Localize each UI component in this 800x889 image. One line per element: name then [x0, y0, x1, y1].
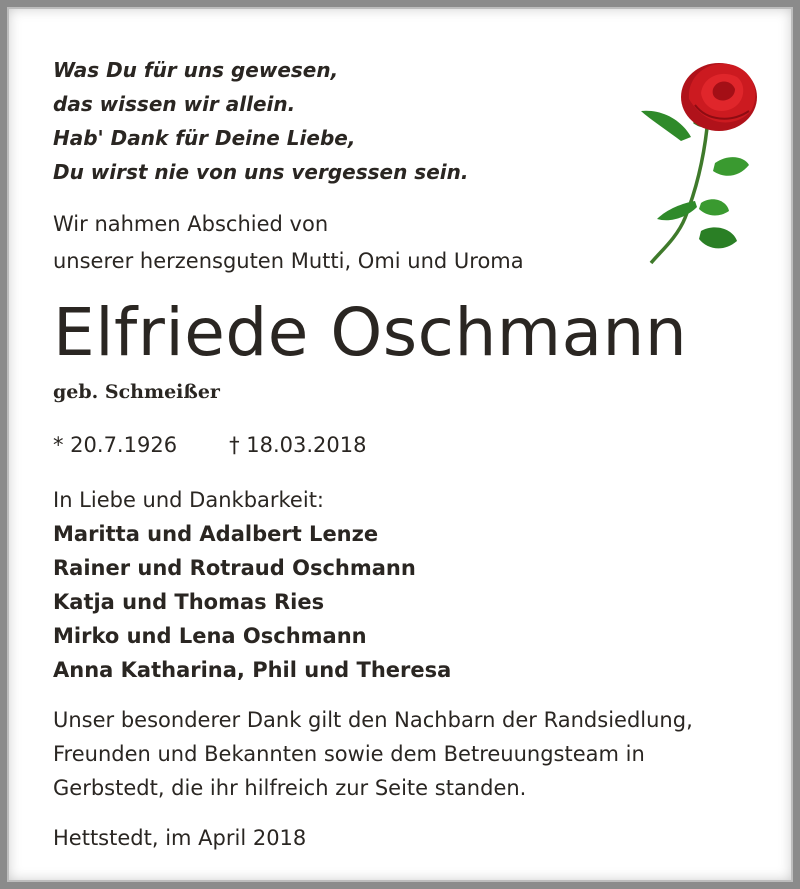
birth-name: geb. Schmeißer — [53, 381, 220, 403]
poem-line: Du wirst nie von uns vergessen sein. — [53, 160, 469, 184]
memorial-poem — [53, 53, 468, 189]
mourner-name: Mirko und Lena Oschmann — [53, 624, 367, 648]
mourner-name: Anna Katharina, Phil und Theresa — [53, 658, 452, 682]
mourners-section — [53, 483, 451, 687]
thanks-text — [53, 703, 693, 805]
mourner-name: Rainer und Rotraud Oschmann — [53, 556, 416, 580]
thanks-line: Freunden und Bekannten sowie dem Betreuungsteam in — [53, 742, 645, 766]
intro-line: unserer herzensguten Mutti, Omi und Uroma — [53, 249, 524, 273]
life-dates — [53, 427, 366, 463]
poem-line: Hab' Dank für Deine Liebe, — [53, 126, 356, 150]
death-date: † 18.03.2018 — [229, 433, 367, 457]
intro-text — [53, 206, 524, 280]
mourner-name: Maritta und Adalbert Lenze — [53, 522, 379, 546]
place-and-date: Hettstedt, im April 2018 — [53, 826, 307, 850]
birth-date: * 20.7.1926 — [53, 433, 178, 457]
intro-line: Wir nahmen Abschied von — [53, 212, 329, 236]
mourner-name: Katja und Thomas Ries — [53, 590, 325, 614]
thanks-line: Unser besonderer Dank gilt den Nachbarn der Randsiedlung, — [53, 708, 693, 732]
poem-line: das wissen wir allein. — [53, 92, 296, 116]
poem-line: Was Du für uns gewesen, — [53, 58, 339, 82]
thanks-line: Gerbstedt, die ihr hilfreich zur Seite standen. — [53, 776, 527, 800]
red-rose-icon — [637, 53, 767, 273]
mourners-label: In Liebe und Dankbarkeit: — [53, 488, 325, 512]
deceased-name: Elfriede Oschmann — [53, 294, 688, 371]
